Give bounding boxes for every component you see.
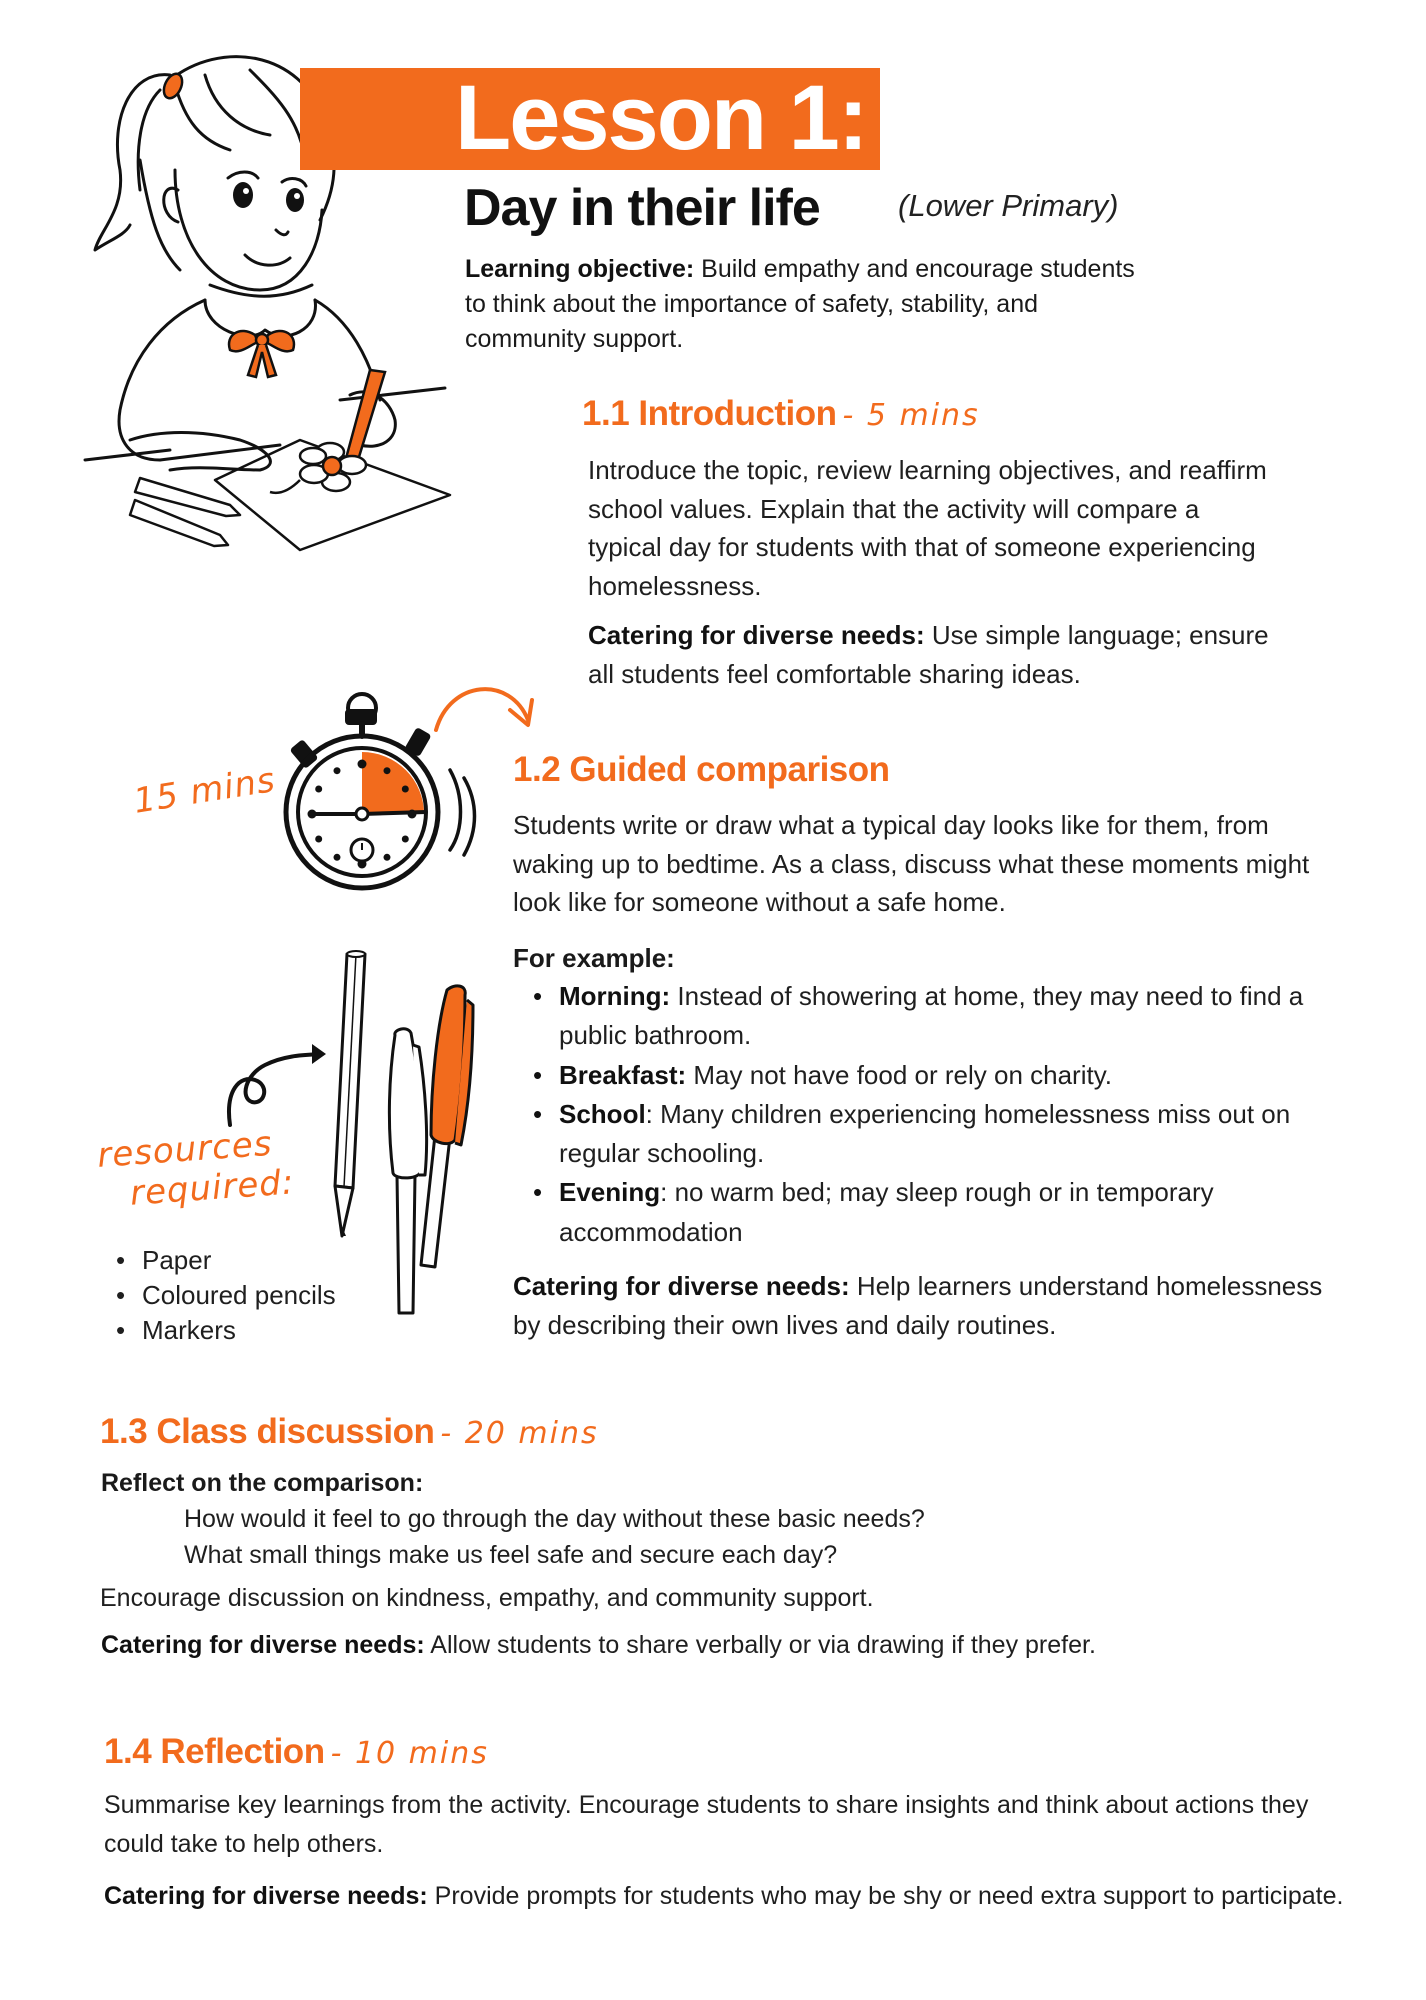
stopwatch-icon (280, 690, 480, 900)
introduction-body: Introduce the topic, review learning objectives, and reaffirm school values. Explain that the activity will compare a typical day for students with that of someone experiencing homelessness. (588, 455, 1267, 601)
catering-label: Catering for diverse needs: (588, 620, 925, 650)
timer-tick (334, 854, 341, 861)
duration-label: - 5 mins (842, 398, 980, 433)
discussion-question: What small things make us feel safe and secure each day? (184, 1541, 838, 1569)
lesson-title: Lesson 1: (455, 67, 867, 169)
lesson-subtitle: Day in their life (464, 179, 820, 237)
example-list (513, 977, 1333, 1252)
section-heading-class-discussion (100, 1410, 599, 1456)
discussion-questions (184, 1501, 925, 1573)
reflect-label: Reflect on the comparison: (101, 1469, 424, 1497)
timer-tick (315, 786, 322, 793)
discussion-catering (101, 1627, 1096, 1663)
list-item (513, 1095, 1333, 1174)
example-label-evening: Evening (559, 1177, 661, 1208)
list-item (513, 977, 1333, 1056)
discussion-question: How would it feel to go through the day without these basic needs? (184, 1505, 925, 1533)
list-item (513, 1173, 1333, 1252)
objective-text: Build empathy and encourage students to think about the importance of safety, stability, and community support. (465, 255, 1135, 353)
reflection-body: Summarise key learnings from the activity. Encourage students to share insights and think about actions they could take to help others. (104, 1791, 1309, 1858)
duration-label: - 10 mins (330, 1736, 489, 1771)
resources-list (112, 1243, 336, 1348)
resources-title-line2: required: (128, 1162, 296, 1214)
list-item: • Markers (112, 1313, 336, 1348)
example-label: For example: (513, 943, 675, 973)
timer-duration-label: 15 mins (130, 759, 279, 822)
list-item: • Coloured pencils (112, 1278, 336, 1313)
timer-tick (384, 854, 391, 861)
catering-label: Catering for diverse needs: (513, 1271, 850, 1301)
example-text: Instead of showering at home, they may need to find a public bathroom. (559, 981, 1304, 1051)
guided-comparison-body: Students write or draw what a typical day looks like for them, from waking up to bedtime. As a class, discuss what these moments might look like for someone without a safe home. (513, 810, 1310, 917)
catering-text: Allow students to share verbally or via drawing if they prefer. (424, 1631, 1096, 1659)
catering-label: Catering for diverse needs: (104, 1882, 428, 1910)
timer-tick (358, 760, 367, 769)
list-item: • Paper (112, 1243, 336, 1278)
guided-comparison-catering (513, 1267, 1333, 1344)
example-label-school: School (559, 1098, 646, 1129)
timer-tick (402, 836, 409, 843)
example-text: : Many children experiencing homelessness miss out on regular schooling. (559, 1098, 1291, 1169)
example-text: : no warm bed; may sleep rough or in temporary accommodation (559, 1177, 1214, 1247)
heading-text: 1.3 Class discussion (100, 1412, 435, 1451)
timer-tick (402, 786, 409, 793)
timer-progress-wedge (362, 752, 424, 814)
loop-arrow-icon (220, 1040, 340, 1130)
example-text: May not have food or rely on charity. (686, 1059, 1113, 1090)
example-label-breakfast: Breakfast: (559, 1059, 687, 1090)
section-heading-introduction (582, 392, 980, 438)
catering-text: Help learners understand homelessness by describing their own lives and daily routines. (513, 1271, 1323, 1340)
heading-text: 1.4 Reflection (104, 1732, 325, 1771)
example-label-morning: Morning: (559, 981, 671, 1011)
lesson-level: (Lower Primary) (898, 188, 1119, 223)
timer-tick (334, 767, 341, 774)
section-heading-reflection (104, 1730, 489, 1776)
reflection-catering (104, 1877, 1344, 1916)
catering-label: Catering for diverse needs: (101, 1631, 425, 1659)
section-heading-guided-comparison: 1.2 Guided comparison (513, 750, 890, 789)
list-item (513, 1056, 1333, 1095)
introduction-catering (588, 616, 1278, 693)
timer-tick (315, 836, 322, 843)
heading-text: 1.1 Introduction (582, 394, 837, 433)
marker-icon (375, 975, 485, 1320)
learning-objective (465, 252, 1145, 357)
duration-label: - 20 mins (440, 1416, 599, 1451)
catering-text: Provide prompts for students who may be shy or need extra support to participate. (427, 1882, 1344, 1910)
timer-tick (384, 767, 391, 774)
objective-label: Learning objective: (465, 255, 695, 283)
resources-title (96, 1119, 341, 1216)
resources-title-line1: resources (96, 1123, 274, 1176)
catering-text: Use simple language; ensure all students feel comfortable sharing ideas. (588, 620, 1269, 689)
discussion-encourage: Encourage discussion on kindness, empathy, and community support. (100, 1584, 874, 1612)
